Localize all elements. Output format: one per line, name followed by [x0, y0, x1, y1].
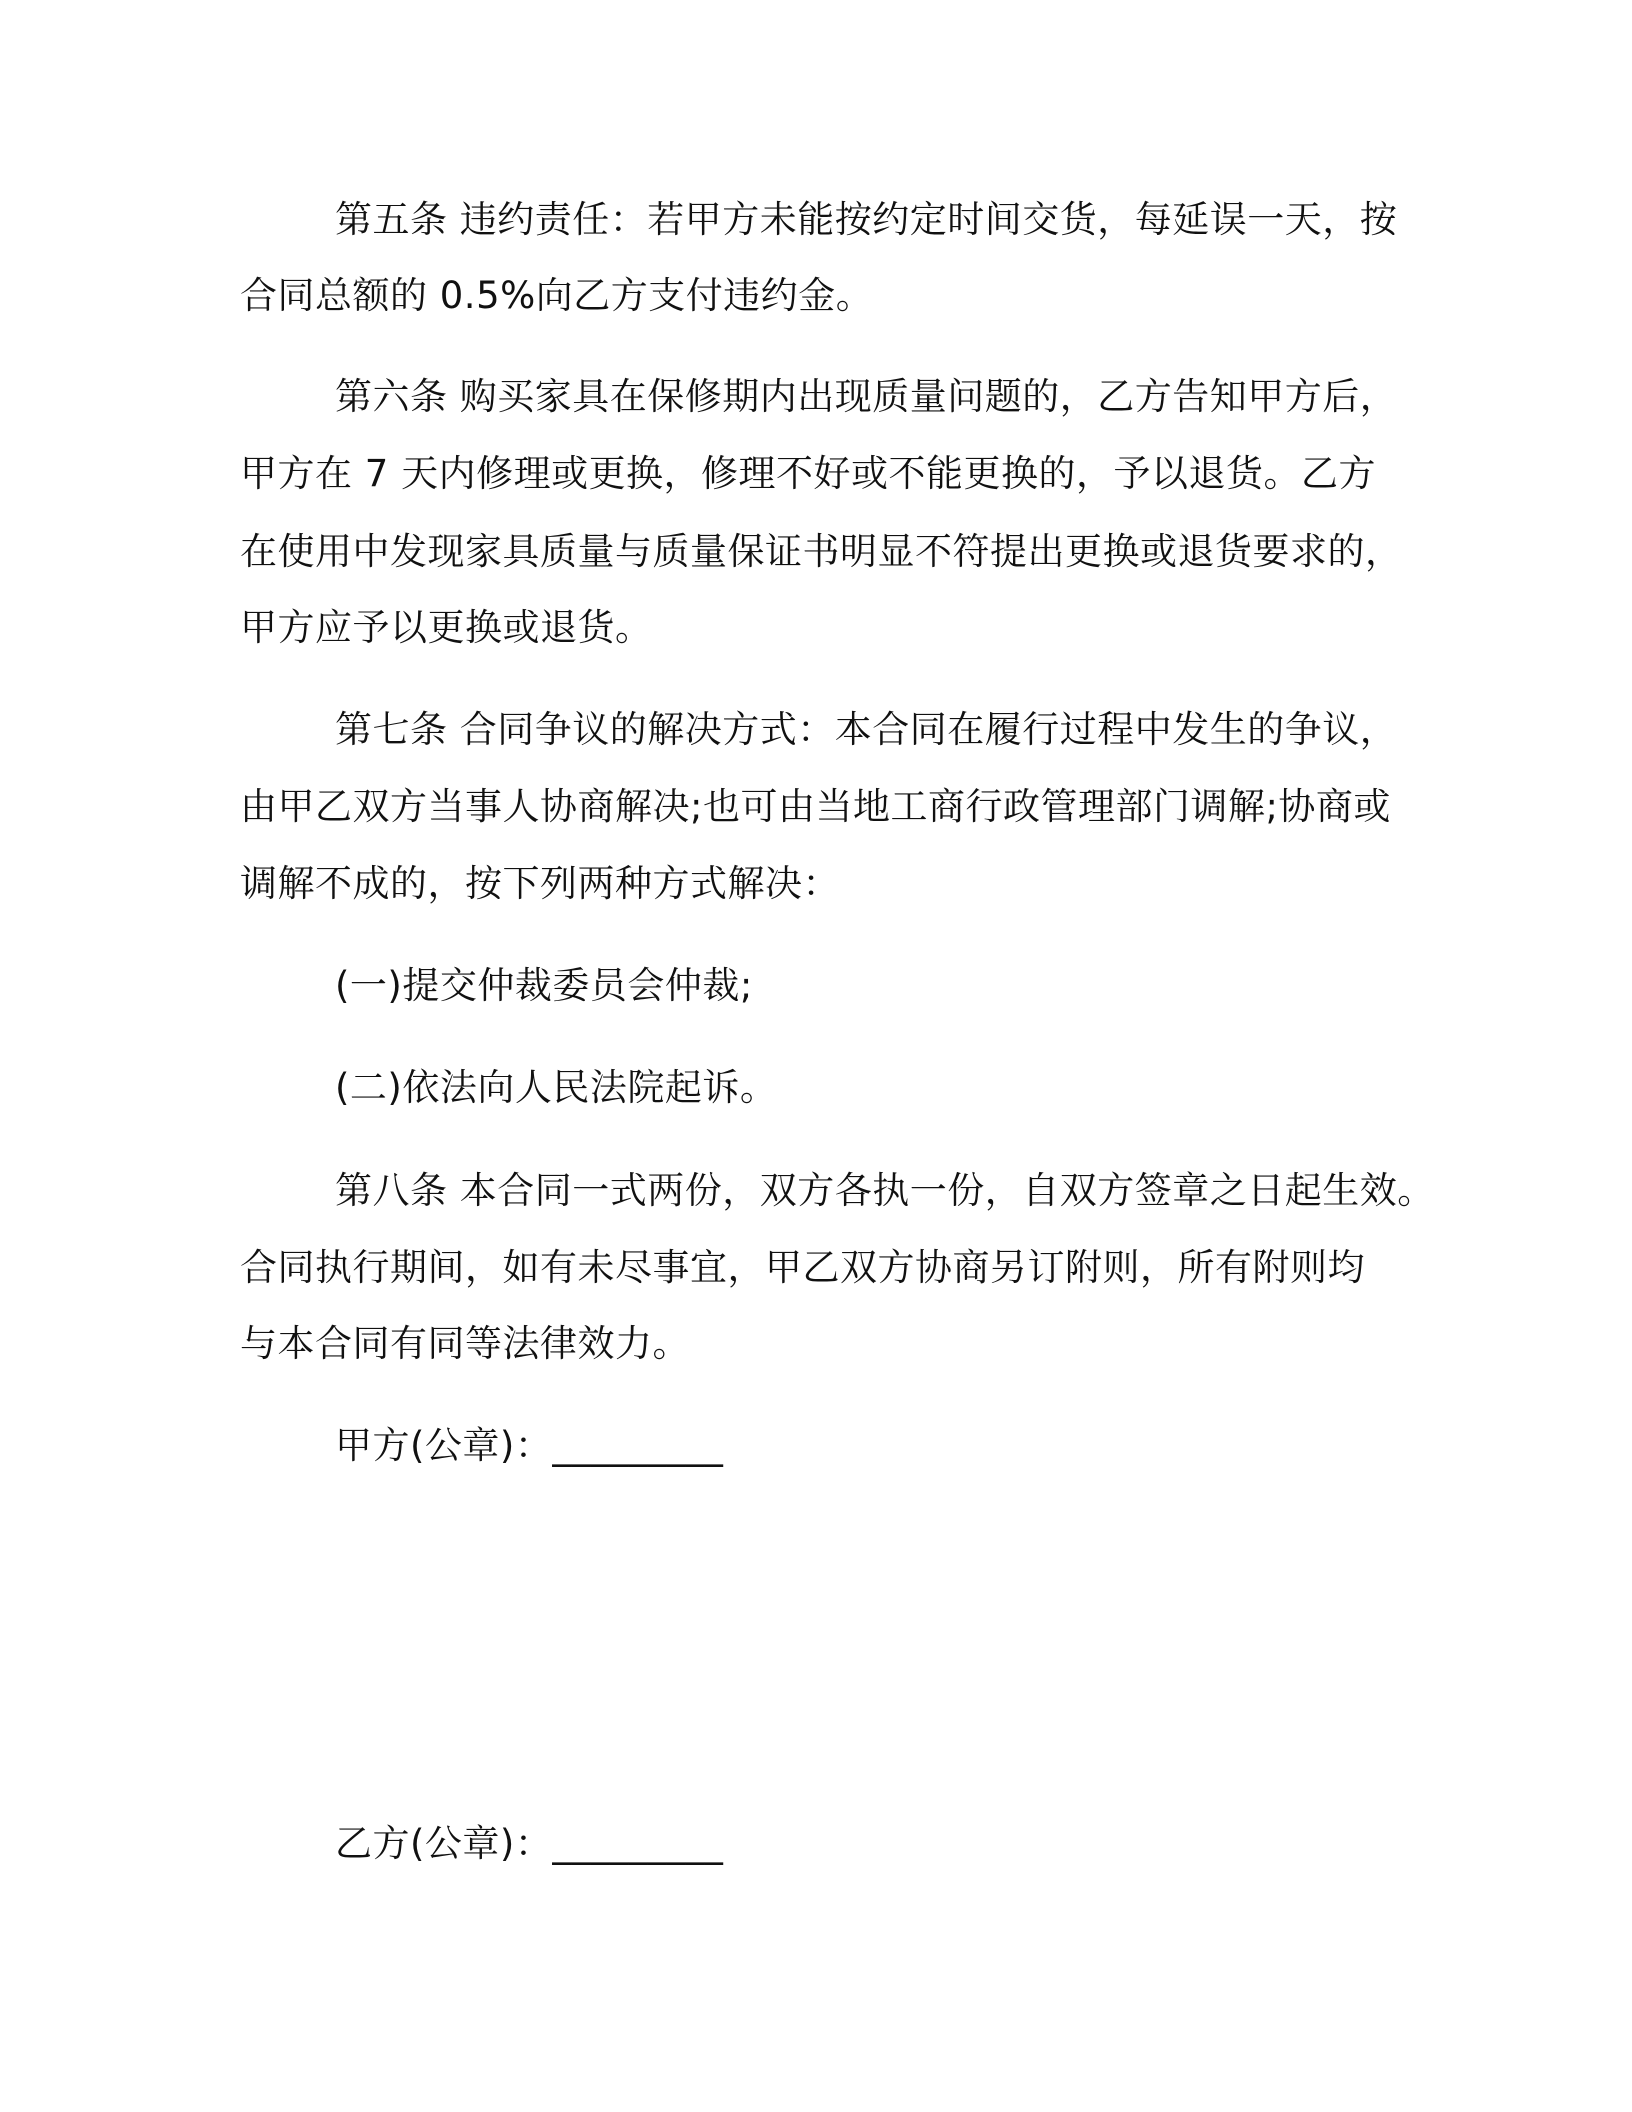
article6-line2: 甲方在 7 天内修理或更换，修理不好或不能更换的，予以退货。乙方	[240, 452, 1377, 495]
article6-line3: 在使用中发现家具质量与质量保证书明显不符提出更换或退货要求的，	[240, 530, 1403, 573]
article8-line3: 与本合同有同等法律效力。	[240, 1322, 690, 1365]
article5-line2: 合同总额的 0.5%向乙方支付违约金。	[240, 274, 874, 317]
article6-line1: 第六条 购买家具在保修期内出现质量问题的，乙方告知甲方后，	[335, 375, 1398, 418]
article7-line3: 调解不成的，按下列两种方式解决：	[240, 862, 840, 905]
party-a-signature: 甲方(公章)：_________	[335, 1424, 724, 1467]
article6-line4: 甲方应予以更换或退货。	[240, 606, 653, 649]
article7-line2: 由甲乙双方当事人协商解决;也可由当地工商行政管理部门调解;协商或	[240, 785, 1391, 828]
article7-line1: 第七条 合同争议的解决方式：本合同在履行过程中发生的争议，	[335, 708, 1398, 751]
article8-line1: 第八条 本合同一式两份，双方各执一份，自双方签章之日起生效。	[335, 1169, 1435, 1212]
article7-option2: (二)依法向人民法院起诉。	[335, 1066, 778, 1109]
article5-line1: 第五条 违约责任：若甲方未能按约定时间交货，每延误一天，按	[335, 198, 1398, 241]
article8-line2: 合同执行期间，如有未尽事宜，甲乙双方协商另订附则，所有附则均	[240, 1246, 1365, 1289]
party-b-signature: 乙方(公章)：_________	[335, 1822, 724, 1865]
article7-option1: (一)提交仲裁委员会仲裁;	[335, 964, 753, 1007]
